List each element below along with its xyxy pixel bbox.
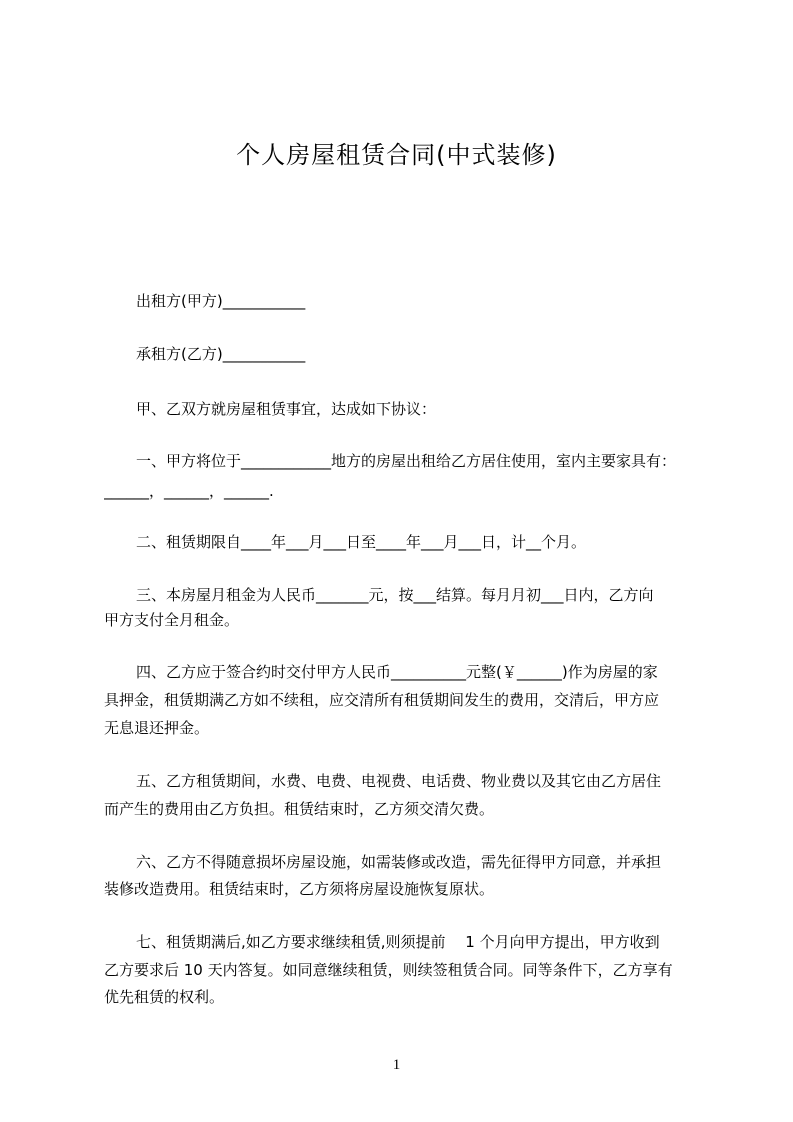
document-title: 个人房屋租赁合同(中式装修) bbox=[236, 141, 557, 169]
clause-1-line-2: ______，______，______. bbox=[104, 482, 274, 500]
clause-7-line-3: 优先租赁的权利。 bbox=[104, 988, 225, 1006]
clause-2-line-1: 二、租赁期限自____年___月___日至____年___月___日，计__个月。 bbox=[136, 533, 587, 551]
clause-5-line-2: 而产生的费用由乙方负担。租赁结束时，乙方须交清欠费。 bbox=[104, 800, 495, 818]
clause-4-line-2: 具押金，租赁期满乙方如不续租，应交清所有租赁期间发生的费用，交清后，甲方应 bbox=[104, 691, 660, 709]
clause-5-line-1: 五、乙方租赁期间，水费、电费、电视费、电话费、物业费以及其它由乙方居住 bbox=[136, 772, 662, 790]
lessee-line: 承租方(乙方)___________ bbox=[136, 345, 306, 363]
clause-1-line-1: 一、甲方将位于____________地方的房屋出租给乙方居住使用，室内主要家具有： bbox=[136, 452, 677, 470]
lessor-line: 出租方(甲方)___________ bbox=[136, 292, 306, 310]
clause-3-line-1: 三、本房屋月租金为人民币_______元，按___结算。每月月初___日内，乙方向 bbox=[136, 586, 654, 604]
page-number: 1 bbox=[392, 1057, 401, 1073]
clause-6-line-2: 装修改造费用。租赁结束时，乙方须将房屋设施恢复原状。 bbox=[104, 880, 495, 898]
clause-3-line-2: 甲方支付全月租金。 bbox=[104, 611, 240, 629]
clause-4-line-3: 无息退还押金。 bbox=[104, 719, 210, 737]
clause-4-line-1: 四、乙方应于签合约时交付甲方人民币__________元整(￥______)作为房屋的家 bbox=[136, 663, 658, 681]
agreement-intro: 甲、乙双方就房屋租赁事宜，达成如下协议： bbox=[136, 400, 437, 418]
clause-7-line-2: 乙方要求后 10 天内答复。如同意继续租赁，则续签租赁合同。同等条件下，乙方享有 bbox=[104, 961, 673, 979]
clause-6-line-1: 六、乙方不得随意损坏房屋设施，如需装修或改造，需先征得甲方同意，并承担 bbox=[136, 853, 662, 871]
clause-7-line-1: 七、租赁期满后,如乙方要求继续租赁,则须提前 1 个月向甲方提出，甲方收到 bbox=[136, 933, 660, 951]
